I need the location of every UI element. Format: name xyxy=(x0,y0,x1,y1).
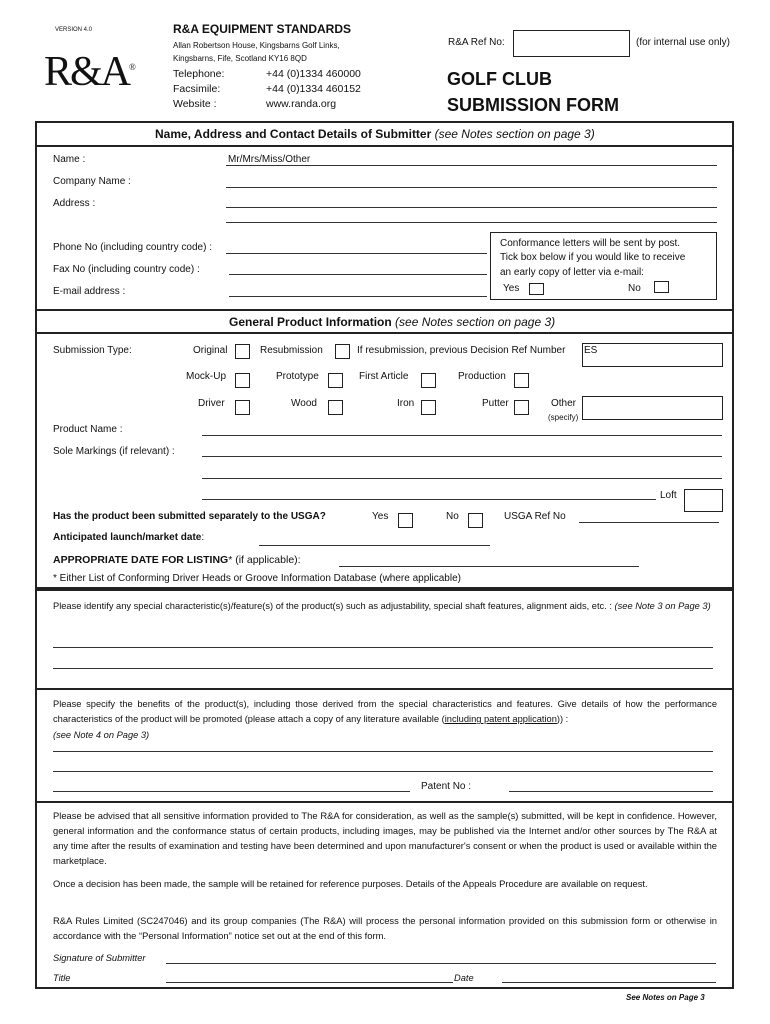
form-title-line1: GOLF CLUB xyxy=(447,69,552,89)
section1-heading xyxy=(155,127,595,141)
signature-label: Signature of Submitter xyxy=(53,953,146,963)
features-input-1[interactable] xyxy=(53,647,713,648)
sole-markings-label: Sole Markings (if relevant) : xyxy=(53,446,175,457)
prev-ref-value: ES xyxy=(584,345,598,356)
name-label: Name : xyxy=(53,154,86,165)
title-label: Title xyxy=(53,973,71,983)
patent-input[interactable] xyxy=(509,791,713,792)
address-line1: Allan Robertson House, Kingsbarns Golf Links, xyxy=(173,41,340,50)
conformance-line3: an early copy of letter via e-mail: xyxy=(500,267,644,278)
other-label: Other xyxy=(551,398,577,409)
listing-note: * Either List of Conforming Driver Heads or Groove Information Database (where applicable) xyxy=(53,573,461,584)
wood-label: Wood xyxy=(291,398,317,409)
name-input[interactable] xyxy=(226,165,717,166)
section1-heading-text: Name, Address and Contact Details of Submitter xyxy=(155,127,432,141)
confidentiality-paragraph: Please be advised that all sensitive information provided to The R&A for consideration, as well as the sample(s) submitted, will be kept in confidence. However, general information and the conformance status of certain products, including images, may be published via the Internet and/or other sources by The R&A at any time after the results of examination and testing have been determined and upon manufacturer's consent or when the product is used or available within the marketplace. xyxy=(53,810,717,866)
prototype-checkbox[interactable] xyxy=(328,373,343,388)
org-title: R&A EQUIPMENT STANDARDS xyxy=(173,22,352,36)
original-checkbox[interactable] xyxy=(235,344,250,359)
usga-yes-label: Yes xyxy=(372,511,389,522)
phone-label: Phone No (including country code) : xyxy=(53,242,212,253)
section4-divider xyxy=(36,801,733,803)
patent-label: Patent No : xyxy=(421,781,472,792)
product-name-label: Product Name : xyxy=(53,424,123,435)
address-input-2[interactable] xyxy=(226,222,717,223)
launch-date-colon: : xyxy=(201,532,205,543)
benefits-prompt-text-a: Please specify the benefits of the product(s), including those derived from the special characteristics and features. Give details of how the performance characteristics of the product will be promoted (please attach a copy of any literature available ( xyxy=(53,699,717,724)
benefits-input-2[interactable] xyxy=(53,771,713,772)
specify-label: (specify) xyxy=(548,413,579,422)
putter-checkbox[interactable] xyxy=(514,400,529,415)
address-line2: Kingsbarns, Fife, Scotland KY16 8QD xyxy=(173,54,307,63)
email-copy-yes-label: Yes xyxy=(503,283,520,294)
ref-note: (for internal use only) xyxy=(636,37,730,48)
email-input[interactable] xyxy=(229,296,487,297)
prev-ref-label: If resubmission, previous Decision Ref Number xyxy=(357,345,566,356)
resubmission-label: Resubmission xyxy=(260,345,323,356)
date-input[interactable] xyxy=(502,982,716,983)
launch-date-input[interactable] xyxy=(259,545,490,546)
benefits-input-1[interactable] xyxy=(53,751,713,752)
name-value: Mr/Mrs/Miss/Other xyxy=(228,154,311,165)
mockup-label: Mock-Up xyxy=(186,371,227,382)
conformance-line1: Conformance letters will be sent by post. xyxy=(500,238,681,249)
company-input[interactable] xyxy=(226,187,717,188)
submission-type-label: Submission Type: xyxy=(53,345,132,356)
usga-ref-input[interactable] xyxy=(579,522,719,523)
usga-ref-label: USGA Ref No xyxy=(504,511,566,522)
resubmission-checkbox[interactable] xyxy=(335,344,350,359)
section2-heading xyxy=(229,315,555,329)
mockup-checkbox[interactable] xyxy=(235,373,250,388)
prototype-label: Prototype xyxy=(276,371,319,382)
ref-label: R&A Ref No: xyxy=(448,37,505,48)
fax-label: Fax No (including country code) : xyxy=(53,264,200,275)
email-label: E-mail address : xyxy=(53,286,126,297)
features-prompt-text: Please identify any special characteristic(s)/feature(s) of the product(s) such as adjustability, special shaft features, alignment aids, etc. : xyxy=(53,601,612,611)
usga-no-label: No xyxy=(446,511,459,522)
footer-note: See Notes on Page 3 xyxy=(626,993,705,1002)
conformance-line2: Tick box below if you would like to receive xyxy=(500,252,686,263)
loft-field[interactable] xyxy=(684,489,723,512)
section2-heading-text: General Product Information xyxy=(229,315,392,329)
email-copy-yes-checkbox[interactable] xyxy=(529,283,544,295)
telephone-value: +44 (0)1334 460000 xyxy=(266,68,361,80)
email-copy-no-label: No xyxy=(628,283,641,294)
production-label: Production xyxy=(458,371,506,382)
section2-heading-note: (see Notes section on page 3) xyxy=(395,315,556,329)
website-value: www.randa.org xyxy=(266,98,337,110)
facsimile-value: +44 (0)1334 460152 xyxy=(266,83,361,95)
decision-paragraph: Once a decision has been made, the sample will be retained for reference purposes. Details of the Appeals Procedure are available on request. xyxy=(53,878,648,889)
signature-input[interactable] xyxy=(166,963,716,964)
benefits-note: (see Note 4 on Page 3) xyxy=(53,730,150,740)
address-input-1[interactable] xyxy=(226,207,717,208)
iron-checkbox[interactable] xyxy=(421,400,436,415)
listing-date-label: APPROPRIATE DATE FOR LISTING xyxy=(53,554,229,566)
logo-text: R&A xyxy=(44,49,130,95)
first-article-checkbox[interactable] xyxy=(421,373,436,388)
company-label: Company Name : xyxy=(53,176,131,187)
iron-label: Iron xyxy=(397,398,415,409)
version-label: VERSION 4.0 xyxy=(55,27,93,33)
address-label: Address : xyxy=(53,198,96,209)
launch-date-label: Anticipated launch/market date xyxy=(53,532,202,543)
registered-mark: ® xyxy=(129,62,136,72)
ref-number-field[interactable] xyxy=(513,30,630,57)
listing-date-row xyxy=(53,554,301,566)
driver-label: Driver xyxy=(198,398,225,409)
driver-checkbox[interactable] xyxy=(235,400,250,415)
usga-yes-checkbox[interactable] xyxy=(398,513,413,528)
sole-markings-input-3[interactable] xyxy=(202,499,656,500)
section1-divider xyxy=(36,145,733,147)
original-label: Original xyxy=(193,345,228,356)
product-name-input[interactable] xyxy=(202,435,722,436)
first-article-label: First Article xyxy=(359,371,409,382)
prev-ref-field[interactable] xyxy=(582,343,723,367)
website-label: Website : xyxy=(173,98,217,110)
benefits-input-3[interactable] xyxy=(53,791,410,792)
features-input-2[interactable] xyxy=(53,668,713,669)
usga-no-checkbox[interactable] xyxy=(468,513,483,528)
benefits-prompt xyxy=(53,697,717,727)
features-prompt-note: (see Note 3 on Page 3) xyxy=(614,601,711,611)
putter-label: Putter xyxy=(482,398,509,409)
privacy-paragraph: R&A Rules Limited (SC247046) and its group companies (The R&A) will process the personal information provided on this submission form or otherwise in accordance with the “Personal Information” notice set out at the end of this form. xyxy=(53,915,717,941)
section3-divider xyxy=(36,688,733,690)
wood-checkbox[interactable] xyxy=(328,400,343,415)
listing-date-input[interactable] xyxy=(339,566,639,567)
features-prompt xyxy=(53,599,713,614)
sole-markings-input-1[interactable] xyxy=(202,456,722,457)
patent-application-link[interactable]: including patent application xyxy=(444,714,557,724)
randa-logo xyxy=(44,48,136,96)
fax-input[interactable] xyxy=(229,274,487,275)
benefits-prompt-text-b: )) : xyxy=(556,714,569,724)
production-checkbox[interactable] xyxy=(514,373,529,388)
phone-input[interactable] xyxy=(226,253,487,254)
usga-question: Has the product been submitted separately to the USGA? xyxy=(53,511,326,522)
facsimile-label: Facsimile: xyxy=(173,83,221,95)
section1-bottom-divider xyxy=(36,309,733,311)
listing-date-suffix: * (if applicable): xyxy=(228,554,301,566)
section2-divider xyxy=(36,332,733,334)
telephone-label: Telephone: xyxy=(173,68,225,80)
email-copy-no-checkbox[interactable] xyxy=(654,281,669,293)
title-input[interactable] xyxy=(166,982,453,983)
launch-date-row xyxy=(53,532,204,544)
sole-markings-input-2[interactable] xyxy=(202,478,722,479)
loft-label: Loft xyxy=(660,490,677,501)
section1-heading-note: (see Notes section on page 3) xyxy=(434,127,595,141)
form-title-line2: SUBMISSION FORM xyxy=(447,95,620,115)
other-specify-field[interactable] xyxy=(582,396,723,420)
date-label: Date xyxy=(454,973,474,983)
